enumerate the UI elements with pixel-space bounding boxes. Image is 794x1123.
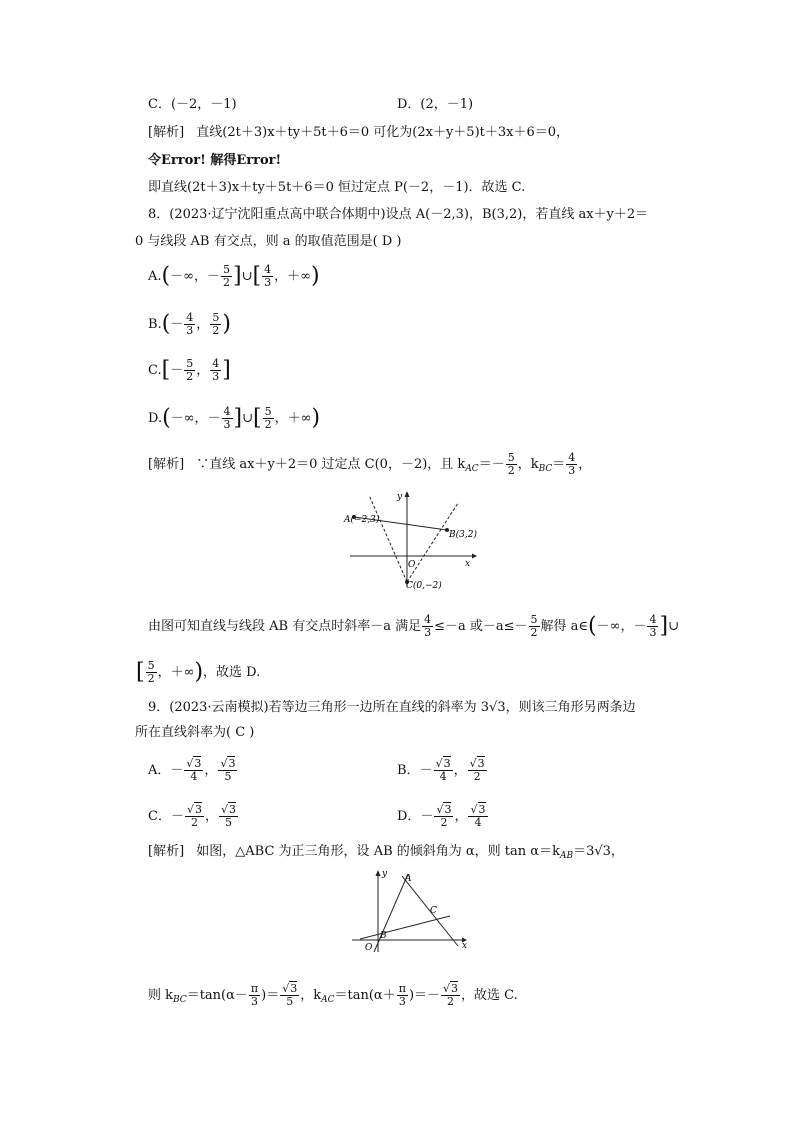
fraction: $\frac{4}{3}$ (649, 613, 657, 639)
q7-solution-line3: 即直线(2t＋3)x＋ty＋5t＋6＝0 恒过定点 P(－2，－1)．故选 C. (148, 180, 526, 195)
fraction: $\frac{√3}{5}$ (220, 757, 236, 783)
fraction: $\frac{√3}{2}$ (443, 982, 459, 1008)
q8-option-c: C.[－ $\frac{5}{2}$ ， $\frac{4}{3}$ ] (148, 357, 231, 383)
q8-figure (340, 485, 480, 595)
equals: ＝ (552, 457, 566, 472)
subscript: AC (465, 464, 479, 474)
solution-text: 则 k (148, 988, 174, 1003)
fraction: $\frac{5}{2}$ (530, 613, 538, 639)
pos-inf: ＋∞ (170, 665, 195, 680)
comma: ， (578, 457, 592, 472)
fraction: $\frac{5}{2}$ (186, 357, 194, 383)
neg-inf: －∞ (596, 619, 621, 634)
subscript: AB (559, 851, 574, 861)
q8-option-a: A.(－∞，－ $\frac{5}{2}$ ]∪[ $\frac{4}{3}$ ，＋∞) (148, 263, 320, 289)
fraction: $\frac{\pi}{3}$ (250, 982, 259, 1008)
fraction: $\frac{4}{3}$ (264, 263, 272, 289)
q9-figure (350, 866, 475, 956)
subscript: BC (173, 995, 187, 1005)
tan-open: ＝tan(α＋ (334, 988, 396, 1003)
fraction: $\frac{5}{2}$ (264, 405, 272, 431)
neg-inf: －∞ (170, 269, 194, 284)
q7-solution-text1: 直线(2t＋3)x＋ty＋5t＋6＝0 可化为(2x＋y＋5)t＋3x＋6＝0， (196, 125, 570, 140)
label-x: x (462, 941, 468, 951)
fraction: $\frac{4}{3}$ (186, 311, 194, 337)
y-arrow-icon (405, 491, 410, 497)
q8-solution-line3: [ $\frac{5}{2}$ ，＋∞)，故选 D. (136, 659, 261, 685)
q9-solution-line2 (148, 983, 518, 1009)
line-ca (369, 495, 407, 582)
pos-inf: ＋∞ (287, 411, 312, 426)
q9-stem-line1: 9．(2023·云南模拟)若等边三角形一边所在直线的斜率为 3√3，则该三角形另两条边 (148, 700, 636, 715)
option-label: B． (397, 763, 420, 778)
fraction: $\frac{5}{2}$ (147, 659, 155, 685)
label-a: A(−2,3) (344, 515, 380, 525)
solution-text: ∵直线 ax＋y＋2＝0 过定点 C(0，－2)，且 k (196, 457, 466, 472)
label-x: x (465, 559, 471, 569)
fraction: $\frac{√3}{2}$ (436, 803, 452, 829)
fraction: $\frac{√3}{4}$ (186, 757, 202, 783)
label-o: O (408, 560, 416, 570)
solution-tag: [解析] (148, 457, 185, 472)
q9-option-d: D．－ $\frac{√3}{2}$ ， $\frac{√3}{4}$ (397, 803, 486, 829)
subscript: BC (538, 464, 553, 474)
solution-text: ＝3√3， (573, 844, 624, 859)
option-label: B. (148, 317, 162, 332)
close-eq: )＝－ (408, 988, 441, 1003)
solution-text: 解得 a∈ (540, 619, 589, 634)
line-cb (407, 503, 458, 582)
q7-solution-line2: 令Error! 解得Error! (148, 153, 282, 168)
q8-option-d: D.(－∞，－ $\frac{4}{3}$ ]∪[ $\frac{5}{2}$ ，＋∞) (148, 405, 321, 431)
fraction: $\frac{5}{2}$ (222, 263, 230, 289)
label-y: y (397, 492, 403, 502)
fraction: $\frac{\pi}{3}$ (398, 982, 406, 1008)
union-sign: ∪ (668, 619, 679, 634)
q9-option-a: A．－ $\frac{√3}{4}$ ， $\frac{√3}{5}$ (148, 757, 236, 783)
fraction: $\frac{√3}{4}$ (470, 803, 486, 829)
q8-stem-line1: 8．(2023·辽宁沈阳重点高中联合体期中)设点 A(－2,3)，B(3,2)，若直线 ax＋y＋2＝ (148, 207, 649, 222)
separator: ，k (517, 457, 539, 472)
option-label: D. (148, 411, 163, 426)
pos-inf: ＋∞ (287, 269, 311, 284)
label-b: B(3,2) (449, 530, 477, 540)
label-c: C (430, 906, 437, 916)
q8-stem-line2: 0 与线段 AB 有交点，则 a 的取值范围是( D ) (135, 234, 402, 249)
separator: ，k (300, 988, 322, 1003)
label-c: C(0,−2) (406, 581, 442, 591)
label-b: B (380, 931, 387, 941)
fraction: $\frac{√3}{4}$ (435, 757, 451, 783)
subscript: AC (321, 995, 335, 1005)
q7-option-d: D．(2，－1) (397, 97, 474, 112)
q9-option-c: C．－ $\frac{√3}{2}$ ， $\frac{√3}{5}$ (148, 803, 237, 829)
fraction: $\frac{√3}{5}$ (282, 982, 298, 1008)
q7-option-c: C．(－2，－1) (148, 97, 237, 112)
y-arrow-icon (376, 870, 381, 876)
fraction: $\frac{√3}{2}$ (469, 757, 485, 783)
q8-solution-line2: 由图可知直线与线段 AB 有交点时斜率－a 满足 $\frac{4}{3}$ ≤－a 或－a≤－ $\frac{5}{2}$ 解得 a∈(－∞，－ $\frac{4}{3}$ ]∪ (148, 613, 679, 639)
q7-solution-line1 (148, 124, 569, 142)
option-label: A． (148, 763, 171, 778)
option-label: C． (148, 809, 171, 824)
solution-text: ，故选 D. (203, 665, 261, 680)
label-a: A (405, 874, 412, 884)
option-label: C. (148, 363, 162, 378)
fraction: $\frac{4}{3}$ (424, 613, 432, 639)
fraction: $\frac{5}{2}$ (507, 451, 515, 477)
q9-solution-line1 (148, 843, 624, 865)
solution-tag: [解析] (148, 844, 185, 859)
option-label: D． (397, 809, 421, 824)
fraction: $\frac{√3}{5}$ (221, 803, 237, 829)
q8-solution-line1 (148, 452, 591, 478)
q8-option-b: B.(－ $\frac{4}{3}$ ， $\frac{5}{2}$ ) (148, 311, 231, 337)
option-label: A. (148, 269, 162, 284)
line-bc (360, 916, 450, 939)
solution-tag: [解析] (148, 125, 185, 140)
q9-option-b: B．－ $\frac{√3}{4}$ ， $\frac{√3}{2}$ (397, 757, 485, 783)
equals-neg: ＝－ (478, 457, 505, 472)
tan-open: ＝tan(α－ (186, 988, 248, 1003)
fraction: $\frac{5}{2}$ (212, 311, 220, 337)
x-arrow-icon (472, 554, 477, 559)
solution-text: 如图，△ABC 为正三角形，设 AB 的倾斜角为 α，则 tan α＝k (196, 844, 560, 859)
solution-text: ≤－a 或－a≤－ (434, 619, 528, 634)
close-eq: )＝ (261, 988, 280, 1003)
union-sign: ∪ (241, 269, 253, 284)
q9-stem-line2: 所在直线斜率为( C ) (135, 725, 255, 740)
label-y: y (382, 869, 388, 879)
solution-text: ，故选 C. (461, 988, 518, 1003)
fraction: $\frac{√3}{2}$ (186, 803, 202, 829)
label-o: O (365, 943, 373, 953)
neg-inf: －∞ (170, 411, 195, 426)
solution-text: 由图可知直线与线段 AB 有交点时斜率－a 满足 (148, 619, 422, 634)
fraction: $\frac{4}{3}$ (212, 357, 220, 383)
fraction: $\frac{4}{3}$ (568, 451, 576, 477)
fraction: $\frac{4}{3}$ (223, 405, 231, 431)
union-sign: ∪ (242, 411, 254, 426)
